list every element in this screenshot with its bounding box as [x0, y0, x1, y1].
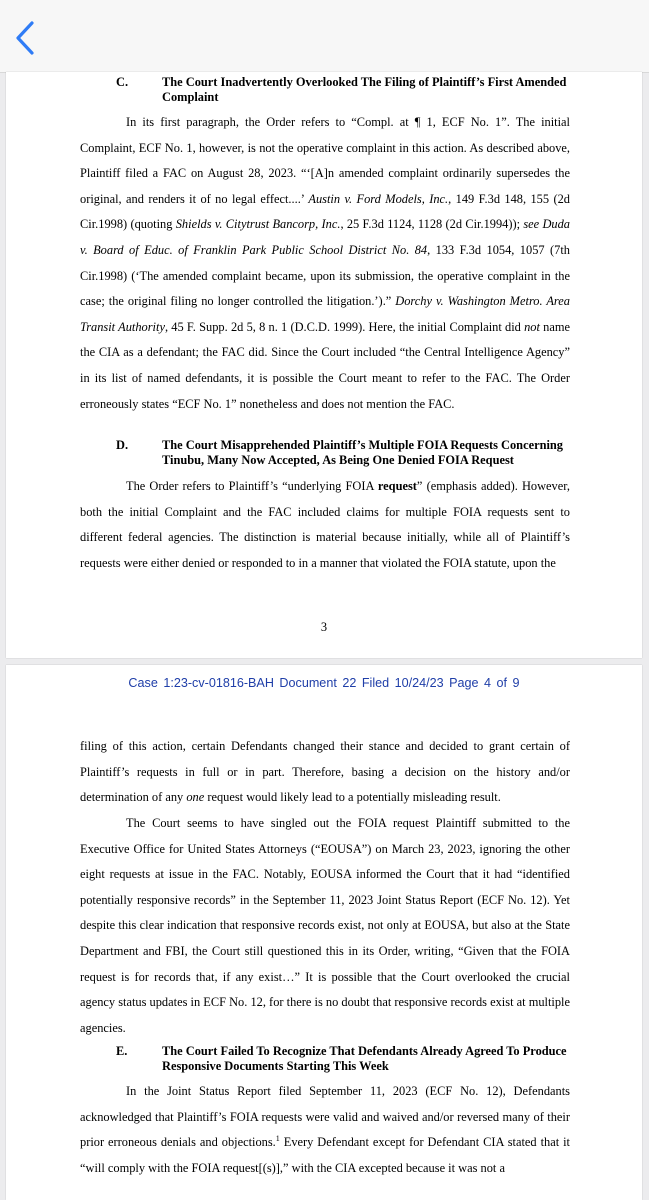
section-letter: D. — [116, 438, 129, 452]
paragraph: filing of this action, certain Defendants changed their stance and decided to grant certain of Plaintiff’s requests in full or in part. Therefore, basing a decision on the history and/or determination of any one request would likely lead to a potentially misleading result. — [80, 739, 570, 805]
footnote-marker[interactable]: 1 — [275, 1134, 280, 1144]
document-page-3 — [6, 72, 642, 658]
paragraph: In the Joint Status Report filed September 11, 2023 (ECF No. 12), Defendants acknowledged that Plaintiff’s FOIA requests were valid and waived and/or reversed many of their prior erroneous denials and objections.$^1$ Every Defendant except for Defendant CIA stated that it “will comply with the FOIA request[(s)],” with the CIA excepted because it was not a — [80, 1084, 570, 1175]
section-heading-d — [116, 438, 576, 467]
section-heading-c — [116, 75, 576, 104]
case-header: Case 1:23-cv-01816-BAH Document 22 Filed 10/24/23 Page 4 of 9 — [128, 676, 520, 690]
paragraph: The Order refers to Plaintiff’s “underlying FOIA request” (emphasis added). However, both the initial Complaint and the FAC included claims for multiple FOIA requests sent to different federal agencies. The distinction is material because initially, while all of Plaintiff’s requests were either denied or responded to in a manner that violated the FOIA statute, upon the — [80, 479, 570, 570]
back-button[interactable] — [8, 18, 42, 58]
section-title: The Court Failed To Recognize That Defendants Already Agreed To Produce Responsive Documents Starting This Week — [162, 1044, 567, 1073]
paragraph: In its first paragraph, the Order refers to “Compl. at ¶ 1, ECF No. 1”. The initial Complaint, ECF No. 1, however, is not the operative complaint in this action. As described above, Plaintiff filed a FAC on August 28, 2023. “‘[A]n amended complaint ordinarily supersedes the original, and renders it of no legal effect....’ Austin v. Ford Models, Inc., 149 F.3d 148, 155 (2d Cir.1998) (quoting Shields v. Citytrust Bancorp, Inc., 25 F.3d 1124, 1128 (2d Cir.1994)); see Duda v. Board of Educ. of Franklin Park Public School District No. 84, 133 F.3d 1054, 1057 (7th Cir.1998) (‘The amended complaint became, upon its submission, the operative complaint in the case; the original filing no longer controlled the litigation.’).” Dorchy v. Washington Metro. Area Transit Authority, 45 F. Supp. 2d 5, 8 n. 1 (D.C.D. 1999). Here, the initial Complaint did not name the CIA as a defendant; the FAC did. Since the Court included “the Central Intelligence Agency” in its list of named defendants, it is possible the Court meant to refer to the FAC. The Order erroneously states “ECF No. 1” nonetheless and does not mention the FAC. — [80, 115, 570, 411]
page-number: 3 — [320, 620, 328, 634]
document-page-4 — [6, 665, 642, 1200]
paragraph: The Court seems to have singled out the FOIA request Plaintiff submitted to the Executive Office for United States Attorneys (“EOUSA”) on March 23, 2023, ignoring the other eight requests at issue in the FAC. Notably, EOUSA informed the Court that it had “identified potentially responsive records” in the September 11, 2023 Joint Status Report (ECF No. 12). Yet despite this clear indication that responsive records exist, not only at EOUSA, but also at the State Department and FBI, the Court still questioned this in its Order, writing, “Given that the FOIA request is for records that, if any exist…” It is possible that the Court overlooked the crucial agency status updates in ECF No. 12, for there is no doubt that responsive records exist at multiple agencies. — [80, 816, 570, 1035]
top-navigation-bar — [0, 0, 649, 73]
section-heading-e — [116, 1044, 576, 1073]
chevron-left-icon — [14, 20, 36, 56]
section-title: The Court Misapprehended Plaintiff’s Multiple FOIA Requests Concerning Tinubu, Many Now Accepted, As Being One Denied FOIA Request — [162, 438, 563, 467]
section-letter: E. — [116, 1044, 128, 1058]
section-title: The Court Inadvertently Overlooked The Filing of Plaintiff’s First Amended Complaint — [162, 75, 567, 104]
section-letter: C. — [116, 75, 129, 89]
